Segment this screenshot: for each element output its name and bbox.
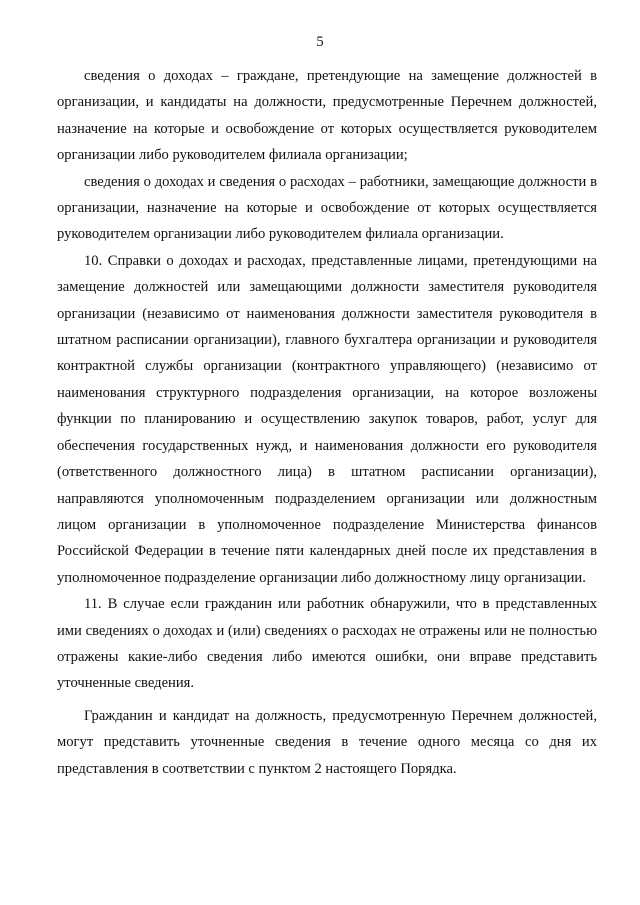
paragraph-income-applicants: сведения о доходах – граждане, претендующие на замещение должностей в организации, и кандидаты на должности, предусмотренные Перечнем должностей, назначение на которые и освобождение от которых осуществляется руководителем организации либо руководителем филиала организации; [57,68,597,164]
document-body [57,63,597,782]
paragraph-correction-deadline: Гражданин и кандидат на должность, предусмотренную Перечнем должностей, могут представить уточненные сведения в течение одного месяца со дня их представления в соответствии с пунктом 2 настоящего Порядка. [57,707,597,777]
paragraph-11-corrected-information: 11. В случае если гражданин или работник обнаружили, что в представленных ими сведениях о доходах и (или) сведениях о расходах не отражены или не полностью отражены какие-либо сведения либо имеются ошибки, они вправе представить уточненные сведения. [57,596,597,692]
paragraph-10-certificates-transfer: 10. Справки о доходах и расходах, представленные лицами, претендующими на замещение должностей или замещающими должности заместителя руководителя организации (независимо от наименования должности заместителя руководителя в штатном расписании организации), главного бухгалтера организации и руководителя контрактной службы организации (контрактного управляющего) (независимо от наименования структурного подразделения организации, на которое возложены функции по планированию и осуществлению закупок товаров, работ, услуг для обеспечения государственных нужд, и наименования должности его руководителя (ответственного должностного лица) в штатном расписании организации), направляются уполномоченным подразделением организации или должностным лицом организации в уполномоченное подразделение Министерства финансов Российской Федерации в течение пяти календарных дней после их представления в уполномоченное подразделение организации либо должностному лицу организации. [57,252,597,586]
page-number: 5 [316,34,324,50]
paragraph-income-expenses-employees: сведения о доходах и сведения о расходах – работники, замещающие должности в организации, назначение на которые и освобождение от которых осуществляется руководителем организации либо руководителем филиала организации. [57,173,597,243]
